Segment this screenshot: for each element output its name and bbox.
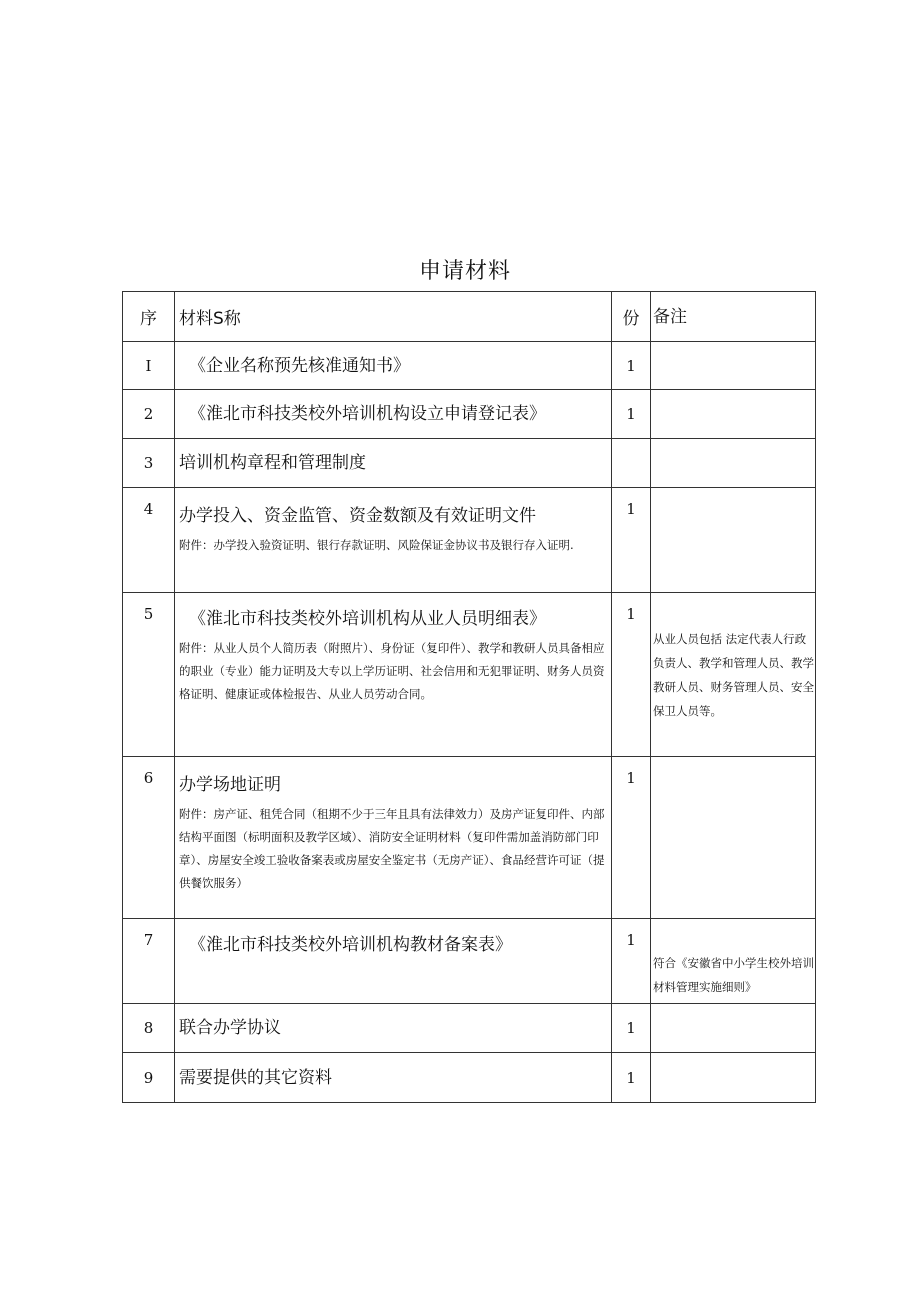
row-name-cell — [175, 593, 612, 757]
row-attachment: 附件：从业人员个人简历表（附照片）、身份证（复印件）、教学和教研人员具备相应的职业（专业）能力证明及大专以上学历证明、社会信用和无犯罪证明、财务人员资格证明、健康证或体检报告、从业人员劳动合同。 — [179, 641, 605, 701]
row-count: 1 — [612, 593, 651, 757]
row-name: 办学场地证明 — [179, 775, 281, 795]
document-title: 申请材料 — [418, 259, 511, 284]
row-note — [651, 439, 816, 488]
table-row — [123, 593, 816, 757]
table-row — [123, 390, 816, 439]
table-row — [123, 439, 816, 488]
row-no: 4 — [123, 488, 175, 593]
row-no: 2 — [123, 390, 175, 439]
row-name-cell — [175, 488, 612, 593]
table-row — [123, 919, 816, 1004]
row-no: 5 — [123, 593, 175, 757]
row-note — [651, 342, 816, 390]
row-no: 8 — [123, 1004, 175, 1053]
row-count — [612, 439, 651, 488]
table-row — [123, 488, 816, 593]
table-row — [123, 757, 816, 919]
row-name: 《淮北市科技类校外培训机构从业人员明细表》 — [189, 609, 546, 629]
table-row — [123, 342, 816, 390]
row-note — [651, 757, 816, 919]
row-name: 《淮北市科技类校外培训机构设立申请登记表》 — [175, 390, 612, 439]
table-header-row — [123, 292, 816, 342]
row-note — [651, 390, 816, 439]
row-note: 符合《安徽省中小学生校外培训材料管理实施细则》 — [651, 919, 816, 1004]
row-count: 1 — [612, 1004, 651, 1053]
row-no: 3 — [123, 439, 175, 488]
table-row — [123, 1053, 816, 1103]
row-count: 1 — [612, 757, 651, 919]
row-note — [651, 1004, 816, 1053]
row-no: I — [123, 342, 175, 390]
row-name: 办学投入、资金监管、资金数额及有效证明文件 — [179, 506, 536, 526]
row-count: 1 — [612, 390, 651, 439]
row-name: 联合办学协议 — [175, 1004, 612, 1053]
row-name: 需要提供的其它资料 — [175, 1053, 612, 1103]
row-note — [651, 488, 816, 593]
row-count: 1 — [612, 488, 651, 593]
row-attachment: 附件：房产证、租凭合同（租期不少于三年且具有法律效力）及房产证复印件、内部结构平面图（标明面积及教学区域）、消防安全证明材料（复印件需加盖消防部门印章）、房屋安全竣工验收备案表或房屋安全鉴定书（无房产证）、食品经营许可证（提供餐饮服务） — [179, 807, 605, 890]
row-note — [651, 1053, 816, 1103]
row-no: 6 — [123, 757, 175, 919]
row-name-cell — [175, 757, 612, 919]
row-name: 《淮北市科技类校外培训机构教材备案表》 — [189, 935, 512, 955]
header-count: 份 — [612, 292, 651, 342]
row-count: 1 — [612, 342, 651, 390]
header-note: 备注 — [651, 292, 816, 342]
header-name: 材料S称 — [175, 292, 612, 342]
table-row — [123, 1004, 816, 1053]
row-attachment: 附件：办学投入验资证明、银行存款证明、风险保证金协议书及银行存入证明. — [179, 538, 574, 552]
row-count: 1 — [612, 919, 651, 1004]
materials-table — [122, 291, 816, 1103]
header-no: 序 — [123, 292, 175, 342]
row-name: 《企业名称预先核准通知书》 — [175, 342, 612, 390]
row-note: 从业人员包括 法定代表人行政负责人、教学和管理人员、教学教研人员、财务管理人员、安全保卫人员等。 — [651, 593, 816, 757]
row-name-cell — [175, 919, 612, 1004]
row-count: 1 — [612, 1053, 651, 1103]
row-name: 培训机构章程和管理制度 — [175, 439, 612, 488]
row-no: 7 — [123, 919, 175, 1004]
row-no: 9 — [123, 1053, 175, 1103]
